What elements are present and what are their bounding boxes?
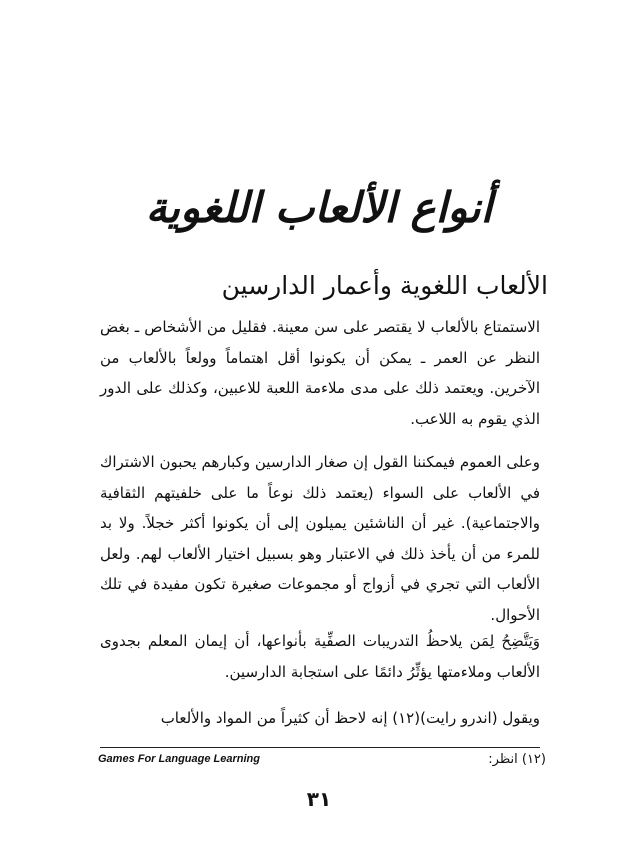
paragraph-2: وعلى العموم فيمكننا القول إن صغار الدارسين وكبارهم يحبون الاشتراك في الألعاب على السواء (يعتمد ذلك نوعاً ما على خلفيتهم الثقافية والاجتماعية). غير أن الناشئين يميلون إلى أن يكونوا أكثر خجلاً. ولا بد للمرء من أن يأخذ ذلك في الاعتبار وهو بسبيل اختيار الألعاب لهم. ولعل الألعاب التي تجري في أزواج أو مجموعات صغيرة تكون مفيدة في تلك الأحوال. xyxy=(100,453,540,624)
paragraph-4: ويقول (اندرو رايت)(١٢) إنه لاحظ أن كثيراً من المواد والألعاب xyxy=(160,709,540,727)
page-number: ٣١ xyxy=(306,787,332,811)
paragraph-1: الاستمتاع بالألعاب لا يقتصر على سن معينة. فقليل من الأشخاص ـ بغض النظر عن العمر ـ يمكن أن يكونوا أقل اهتماماً وولعاً بالألعاب من الآخرين. ويعتمد ذلك على مدى ملاءمة اللعبة للاعبين، وكذلك على الدور الذي يقوم به اللاعب. xyxy=(100,318,540,428)
section-heading: الألعاب اللغوية وأعمار الدارسين xyxy=(221,271,548,300)
footnote-reference: Games For Language Learning xyxy=(98,753,260,765)
paragraph-3: وَيَتَّضِحُ لِمَن يلاحظُ التدريبات الصفِّية بأنواعها، أن إيمان المعلم بجدوى الألعاب وملاءمتها يؤثِّرُ دائمًا على استجابة الدارسين. xyxy=(100,632,540,681)
footnote-label: (١٢) انظر: xyxy=(488,752,546,767)
chapter-title: أنواع الألعاب اللغوية xyxy=(145,183,493,232)
footnote-divider xyxy=(100,747,540,748)
